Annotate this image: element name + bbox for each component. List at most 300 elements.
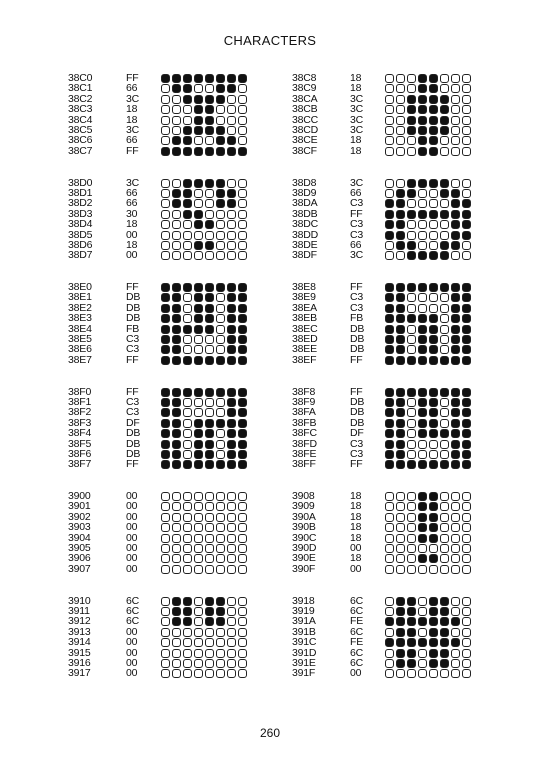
pixel-on [183,126,192,135]
pixel-on [418,179,427,188]
pixel-on [194,356,203,365]
pixel-on [451,325,460,334]
pixel-off [385,534,394,543]
pixel-on [183,199,192,208]
address-label: 3905 [68,542,91,554]
pixel-on [451,241,460,250]
pixel-on [161,325,170,334]
pixel-on [429,628,438,637]
address-label: 38F9 [292,395,316,408]
pixel-off [440,345,449,354]
hex-value: DB [126,291,141,304]
pixel-on [205,356,214,365]
pixel-on [396,199,405,208]
pixel-off [216,220,225,229]
pixel-on [172,147,181,156]
pixel-on [396,398,405,407]
pixel-on [451,638,460,647]
pixel-on [183,179,192,188]
pixel-on [385,283,394,292]
pixel-on [396,419,405,428]
address-label: 38CE [292,134,318,147]
address-label: 3911 [68,604,90,617]
hex-value: 3C [126,124,140,136]
pixel-off [194,649,203,658]
pixel-on [418,325,427,334]
pixel-off [183,408,192,417]
pixel-off [194,554,203,563]
pixel-off [227,126,236,135]
pixel-off [216,304,225,313]
pixel-on [194,304,203,313]
pixel-on [418,638,427,647]
pixel-off [451,179,460,188]
address-label: 3912 [68,615,91,628]
pixel-on [418,388,427,397]
pixel-on [194,388,203,397]
pixel-off [216,440,225,449]
pixel-on [172,199,181,208]
pixel-on [385,460,394,469]
hex-value: C3 [350,291,364,304]
pixel-off [440,147,449,156]
pixel-off [161,105,170,114]
pixel-on [462,356,471,365]
pixel-off [396,513,405,522]
pixel-on [429,345,438,354]
address-label: 38F1 [68,395,92,408]
hex-value: 00 [126,636,138,649]
pixel-on [183,460,192,469]
pixel-off [418,231,427,240]
pixel-off [194,669,203,678]
pixel-on [227,84,236,93]
pixel-off [451,84,460,93]
pixel-off [205,189,214,198]
pixel-on [172,335,181,344]
pixel-off [205,199,214,208]
pixel-off [385,565,394,574]
pixel-off [396,136,405,145]
pixel-on [462,388,471,397]
pixel-off [407,74,416,83]
pixel-off [385,523,394,532]
pixel-on [194,241,203,250]
pixel-on [238,314,247,323]
pixel-off [227,617,236,626]
pixel-on [407,356,416,365]
hex-value: FF [126,144,139,157]
pixel-off [216,398,225,407]
address-label: 38FF [292,458,316,471]
pixel-off [462,554,471,563]
pixel-on [462,398,471,407]
address-label: 38F2 [68,406,92,419]
pixel-off [418,450,427,459]
address-label: 38C2 [68,92,93,105]
pixel-on [227,440,236,449]
pixel-on [238,460,247,469]
pixel-on [418,136,427,145]
pixel-off [205,398,214,407]
pixel-off [161,554,170,563]
pixel-on [194,440,203,449]
pixel-off [194,523,203,532]
pixel-off [407,534,416,543]
pixel-on [216,147,225,156]
pixel-off [451,126,460,135]
hex-value: 18 [126,113,138,126]
pixel-off [451,136,460,145]
pixel-on [396,325,405,334]
pixel-off [172,126,181,135]
pixel-on [205,95,214,104]
address-label: 391F [292,667,316,680]
pixel-on [238,450,247,459]
pixel-off [161,84,170,93]
address-label: 38EC [292,322,318,335]
pixel-off [216,210,225,219]
pixel-off [429,440,438,449]
hex-value: 66 [126,134,138,147]
pixel-on [194,293,203,302]
pixel-off [205,554,214,563]
pixel-off [238,179,247,188]
pixel-off [183,544,192,553]
pixel-on [396,429,405,438]
pixel-off [227,492,236,501]
pixel-on [462,283,471,292]
hex-value: DB [126,312,141,325]
pixel-off [161,179,170,188]
pixel-on [429,314,438,323]
pixel-off [396,544,405,553]
pixel-off [183,345,192,354]
hex-value: 00 [350,542,362,554]
pixel-on [396,638,405,647]
hex-value: 00 [126,552,138,565]
pixel-on [238,325,247,334]
pixel-on [161,74,170,83]
hex-value: 18 [350,144,362,157]
pixel-on [205,440,214,449]
pixel-on [172,74,181,83]
pixel-on [227,189,236,198]
pixel-off [194,251,203,260]
pixel-on [462,314,471,323]
pixel-on [396,408,405,417]
pixel-on [429,398,438,407]
hex-value: 18 [126,238,138,251]
pixel-on [172,429,181,438]
pixel-on [407,388,416,397]
pixel-on [385,210,394,219]
pixel-on [161,293,170,302]
pixel-off [194,597,203,606]
pixel-on [183,597,192,606]
pixel-off [451,105,460,114]
pixel-on [183,283,192,292]
pixel-off [216,345,225,354]
pixel-on [429,460,438,469]
pixel-off [183,398,192,407]
pixel-off [194,345,203,354]
pixel-on [227,419,236,428]
address-label: 390A [292,510,316,523]
pixel-on [183,617,192,626]
address-label: 38FD [292,437,317,450]
pixel-on [429,534,438,543]
pixel-on [451,450,460,459]
pixel-on [216,388,225,397]
hex-value: 00 [126,490,138,502]
pixel-off [396,74,405,83]
address-label: 3903 [68,521,91,534]
pixel-off [216,325,225,334]
pixel-on [385,335,394,344]
pixel-on [396,440,405,449]
pixel-off [183,293,192,302]
pixel-off [451,74,460,83]
hex-value: DB [350,406,365,419]
hex-value: 00 [350,667,362,680]
pixel-off [227,241,236,250]
pixel-on [418,105,427,114]
pixel-off [385,251,394,260]
pixel-on [238,345,247,354]
pixel-off [451,492,460,501]
pixel-on [418,126,427,135]
pixel-off [172,544,181,553]
pixel-on [418,356,427,365]
pixel-off [205,345,214,354]
hex-value: 00 [126,667,138,680]
pixel-on [396,659,405,668]
pixel-on [216,419,225,428]
pixel-on [183,147,192,156]
pixel-off [440,220,449,229]
pixel-on [407,95,416,104]
pixel-on [194,220,203,229]
pixel-on [440,283,449,292]
pixel-off [440,408,449,417]
address-label: 3909 [292,500,315,513]
pixel-on [396,335,405,344]
pixel-off [216,628,225,637]
pixel-off [462,617,471,626]
pixel-on [172,136,181,145]
pixel-on [205,293,214,302]
pixel-on [396,231,405,240]
pixel-off [462,565,471,574]
pixel-off [216,241,225,250]
address-label: 38DA [292,197,318,210]
pixel-on [429,419,438,428]
pixel-on [429,179,438,188]
pixel-off [238,105,247,114]
pixel-on [451,388,460,397]
pixel-off [462,513,471,522]
pixel-on [418,84,427,93]
pixel-on [462,199,471,208]
address-label: 38EF [292,353,317,366]
hex-value: 66 [350,186,362,199]
pixel-off [205,231,214,240]
pixel-off [227,179,236,188]
pixel-off [161,251,170,260]
pixel-off [194,659,203,668]
pixel-on [227,283,236,292]
pixel-on [451,293,460,302]
pixel-on [440,649,449,658]
pixel-on [396,241,405,250]
pixel-on [418,408,427,417]
hex-value: 18 [350,500,362,513]
address-label: 38F3 [68,416,92,429]
pixel-off [440,440,449,449]
pixel-off [451,554,460,563]
pixel-off [227,649,236,658]
hex-value: C3 [350,228,364,241]
pixel-off [205,534,214,543]
pixel-on [183,84,192,93]
pixel-on [429,597,438,606]
pixel-off [183,659,192,668]
pixel-off [451,534,460,543]
pixel-on [407,617,416,626]
pixel-on [418,617,427,626]
address-label: 38C9 [292,82,317,95]
address-label: 3906 [68,552,91,565]
pixel-on [418,147,427,156]
pixel-off [216,649,225,658]
hex-value: FF [126,458,139,471]
address-label: 38D2 [68,197,93,210]
pixel-off [238,523,247,532]
pixel-off [440,335,449,344]
pixel-off [462,136,471,145]
pixel-on [440,638,449,647]
pixel-on [440,251,449,260]
pixel-on [194,450,203,459]
pixel-on [440,179,449,188]
pixel-off [161,597,170,606]
pixel-off [451,116,460,125]
pixel-off [396,126,405,135]
pixel-on [451,345,460,354]
address-label: 38C5 [68,124,93,136]
pixel-on [418,116,427,125]
hex-value: 18 [350,134,362,147]
pixel-on [440,126,449,135]
pixel-off [440,293,449,302]
hex-value: DB [126,447,141,460]
pixel-off [161,628,170,637]
pixel-on [462,408,471,417]
pixel-on [451,199,460,208]
pixel-on [418,523,427,532]
pixel-on [429,554,438,563]
address-label: 390C [292,531,317,544]
pixel-off [238,492,247,501]
pixel-off [238,84,247,93]
pixel-on [161,398,170,407]
pixel-on [238,429,247,438]
address-label: 38F6 [68,447,92,460]
pixel-on [396,628,405,637]
address-label: 38CB [292,103,318,116]
pixel-off [183,429,192,438]
pixel-on [418,314,427,323]
address-label: 38C7 [68,144,93,157]
pixel-off [216,408,225,417]
pixel-on [407,314,416,323]
pixel-off [194,534,203,543]
pixel-off [407,419,416,428]
pixel-off [172,492,181,501]
pixel-on [407,210,416,219]
pixel-on [216,597,225,606]
pixel-off [407,199,416,208]
pixel-off [429,231,438,240]
hex-value: FB [126,322,140,335]
pixel-off [385,74,394,83]
address-label: 38C3 [68,103,93,116]
hex-value: 3C [350,249,364,262]
pixel-off [227,210,236,219]
pixel-on [407,105,416,114]
pixel-on [462,304,471,313]
pixel-on [418,429,427,438]
pixel-off [205,628,214,637]
pixel-on [407,659,416,668]
pixel-off [385,607,394,616]
pixel-off [407,304,416,313]
hex-value: 18 [126,218,138,231]
pixel-on [205,460,214,469]
pixel-off [440,84,449,93]
pixel-off [238,126,247,135]
pixel-off [183,304,192,313]
pixel-off [385,241,394,250]
address-label: 38FC [292,427,317,440]
address-label: 38EA [292,301,317,314]
address-label: 38FB [292,416,317,429]
pixel-on [418,210,427,219]
pixel-on [172,325,181,334]
pixel-on [396,189,405,198]
pixel-off [429,450,438,459]
pixel-off [172,565,181,574]
pixel-off [396,95,405,104]
pixel-off [216,659,225,668]
hex-value: C3 [350,197,364,210]
pixel-on [462,450,471,459]
pixel-off [440,199,449,208]
pixel-off [205,659,214,668]
address-label: 3916 [68,656,91,669]
pixel-on [440,659,449,668]
pixel-off [418,628,427,637]
pixel-off [194,231,203,240]
pixel-on [385,304,394,313]
pixel-on [440,429,449,438]
hex-value: 00 [126,656,138,669]
pixel-off [238,116,247,125]
pixel-on [227,398,236,407]
pixel-off [429,220,438,229]
hex-value: FF [350,385,363,398]
